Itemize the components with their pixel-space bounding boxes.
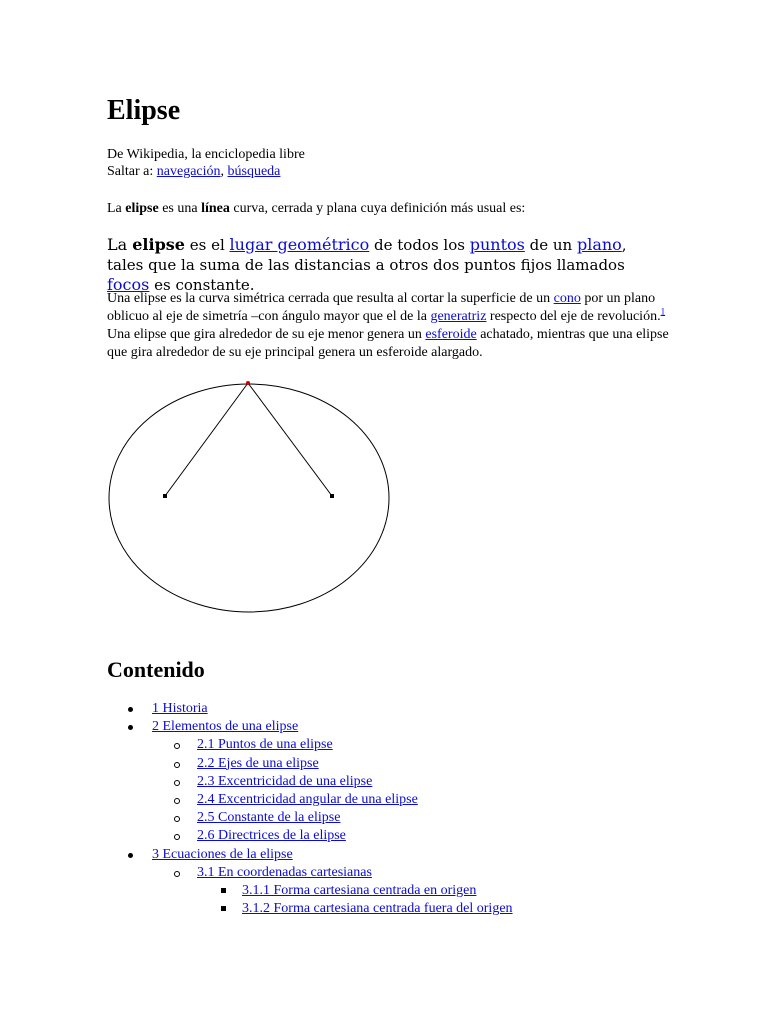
paragraph-text: respecto del eje de revolución. — [486, 309, 661, 324]
plano-link[interactable]: plano — [576, 235, 622, 254]
apex-point — [246, 381, 250, 385]
definition-text: , tales que la suma de las distancias a otros dos puntos fijos llamados — [107, 236, 627, 274]
description-paragraph — [107, 290, 669, 362]
focus-point-right — [330, 494, 334, 498]
reference-link[interactable]: 1 — [660, 306, 666, 317]
paragraph-text: Una elipse que gira alrededor de su eje menor genera un — [107, 327, 426, 342]
intro-text: La — [107, 201, 126, 216]
intro-bold-elipse: elipse — [125, 201, 159, 216]
paragraph-text: Una elipse es la curva simétrica cerrada que resulta al cortar la superficie de un — [107, 291, 554, 306]
bullet-icon — [174, 798, 180, 804]
focos-link[interactable]: focos — [107, 275, 150, 294]
bullet-icon — [128, 853, 133, 858]
bullet-icon — [221, 906, 226, 911]
bullet-icon — [174, 743, 180, 749]
toc-link[interactable]: 2.2 Ejes de una elipse — [197, 755, 319, 771]
definition-block — [107, 235, 667, 295]
paragraph-text: por un plano oblicuo al eje de simetría –con ángulo mayor que el de la — [107, 291, 656, 324]
toc-link[interactable]: 2 Elementos de una elipse — [152, 719, 299, 735]
tagline: De Wikipedia, la enciclopedia libre — [107, 147, 305, 162]
navigation-link[interactable]: navegación — [156, 164, 221, 179]
toc-link[interactable]: 3.1 En coordenadas cartesianas — [197, 864, 372, 880]
definition-text: La — [107, 235, 133, 254]
intro-text: es una — [158, 201, 202, 216]
toc-link[interactable]: 3 Ecuaciones de la elipse — [152, 846, 293, 862]
toc-link[interactable]: 3.1.2 Forma cartesiana centrada fuera del origen — [242, 901, 513, 917]
bullet-icon — [128, 707, 133, 712]
esferoide-link[interactable]: esferoide — [425, 327, 477, 342]
definition-text: de todos los — [369, 236, 470, 254]
jump-links: Saltar a: navegación, búsqueda — [107, 164, 281, 179]
intro-paragraph — [107, 200, 525, 217]
intro-text: curva, cerrada y plana cuya definición más usual es: — [229, 201, 526, 216]
cono-link[interactable]: cono — [553, 291, 581, 306]
bullet-icon — [174, 834, 180, 840]
toc-link[interactable]: 3.1.1 Forma cartesiana centrada en origen — [242, 883, 477, 898]
focus-point-left — [163, 494, 167, 498]
bullet-icon — [174, 816, 180, 822]
definition-text: es constante. — [149, 276, 255, 294]
article-meta — [107, 146, 305, 180]
toc-link[interactable]: 1 Historia — [152, 701, 208, 716]
lugar-geometrico-link[interactable]: lugar geométrico — [229, 235, 370, 254]
generatriz-link[interactable]: generatriz — [430, 309, 487, 324]
toc-link[interactable]: 2.1 Puntos de una elipse — [197, 737, 333, 753]
ellipse-curve — [109, 384, 389, 612]
definition-text: es el — [184, 236, 230, 254]
search-link[interactable]: búsqueda — [227, 164, 281, 179]
toc-link[interactable]: 2.3 Excentricidad de una elipse — [197, 773, 373, 789]
definition-text: de un — [524, 236, 577, 254]
toc-link[interactable]: 2.6 Directrices de la elipse — [197, 828, 346, 844]
bullet-icon — [174, 780, 180, 786]
puntos-link[interactable]: puntos — [469, 235, 525, 254]
intro-bold-linea: línea — [201, 201, 230, 216]
bullet-icon — [174, 762, 180, 768]
contents-heading: Contenido — [107, 657, 205, 682]
bullet-icon — [174, 871, 180, 877]
toc-link[interactable]: 2.4 Excentricidad angular de una elipse — [197, 792, 418, 807]
bullet-icon — [221, 888, 226, 893]
bullet-icon — [128, 725, 133, 730]
ellipse-figure — [107, 378, 397, 618]
toc-link[interactable]: 2.5 Constante de la elipse — [197, 810, 341, 826]
page-title: Elipse — [107, 95, 181, 126]
paragraph-text: achatado, mientras que una elipse que gira alrededor de su eje principal genera un esferoide alargado. — [107, 327, 669, 360]
definition-bold: elipse — [132, 235, 185, 254]
jump-to-label: Saltar a: — [107, 164, 157, 179]
